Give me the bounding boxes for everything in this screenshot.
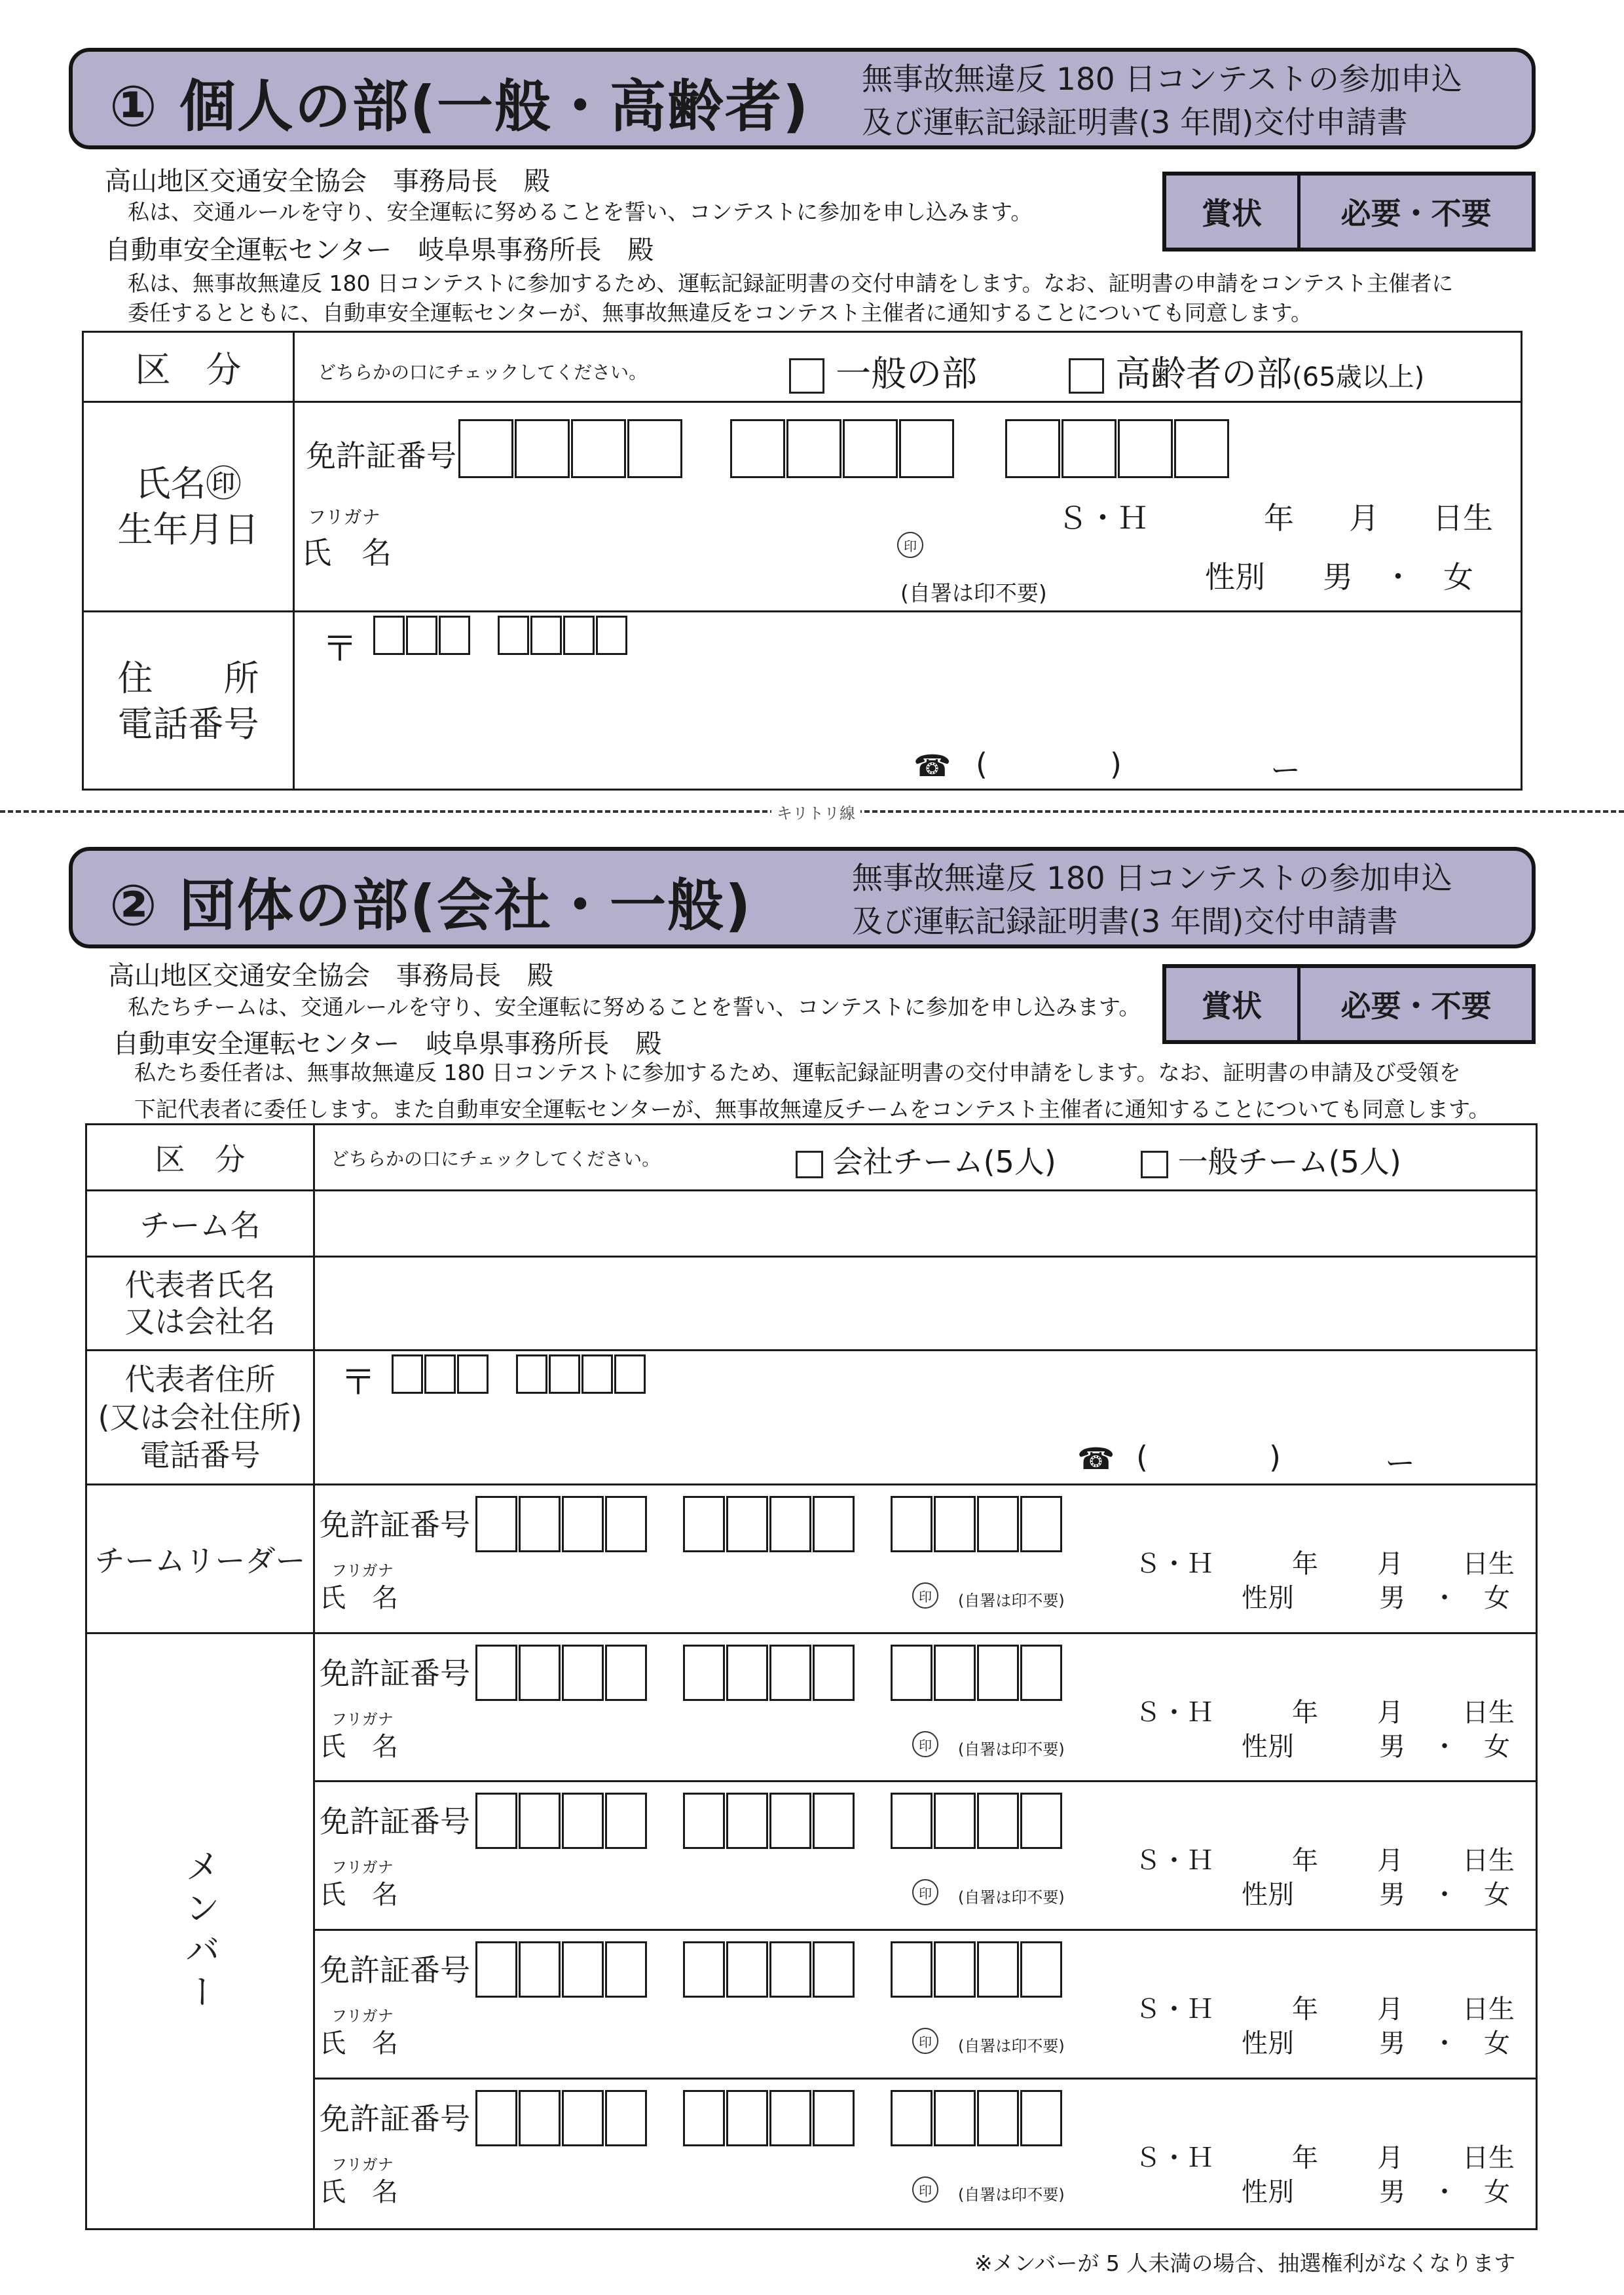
gender-options[interactable]: 男 ・ 女: [1379, 2177, 1510, 2207]
checkbox-general-team[interactable]: [1141, 1151, 1168, 1178]
license-label: 免許証番号: [320, 1507, 470, 1542]
birth-era: Ｓ・Ｈ: [1135, 1994, 1213, 2024]
divider: [313, 1123, 315, 2230]
furigana-label: フリガナ: [308, 506, 380, 528]
postal-mark: 〒: [341, 1362, 376, 1403]
name-label: 氏 名: [320, 1732, 398, 1762]
gender-label: 性別: [1242, 1880, 1294, 1910]
check-instruction: どちらかの口にチェックしてください。: [318, 362, 648, 383]
seal-note: (自署は印不要): [900, 580, 1047, 606]
award-choice[interactable]: 必要・不要: [1340, 196, 1492, 231]
license-number-group3[interactable]: [891, 2090, 1062, 2146]
row-label-addr-line3: 電話番号: [139, 1438, 261, 1473]
option-company[interactable]: [796, 1138, 1056, 1182]
option-senior[interactable]: [1069, 346, 1424, 396]
gender-options[interactable]: 男 ・ 女: [1379, 1732, 1510, 1762]
license-label: 免許証番号: [320, 2101, 470, 2136]
award-label: 賞状: [1166, 176, 1301, 248]
gender-label: 性別: [1242, 1583, 1294, 1613]
name-label: 氏 名: [320, 2028, 398, 2059]
seal-mark: 印: [912, 2176, 938, 2203]
name-label: 氏 名: [320, 1583, 398, 1613]
birth-year: 年: [1292, 1846, 1318, 1876]
postal-code-group1[interactable]: [392, 1354, 489, 1394]
birth-month: 月: [1377, 1846, 1403, 1876]
birth-year: 年: [1292, 1994, 1318, 2024]
phone-dash: ー: [1385, 1446, 1415, 1481]
seal-mark: 印: [912, 1582, 938, 1609]
section2-addressee1: 高山地区交通安全協会 事務局長 殿: [108, 961, 553, 991]
check-instruction: どちらかの口にチェックしてください。: [331, 1148, 661, 1170]
license-number-group3[interactable]: [891, 1941, 1062, 1998]
license-number-group3[interactable]: [891, 1496, 1062, 1552]
birth-day: 日生: [1462, 2143, 1515, 2173]
phone-icon: ☎: [1077, 1441, 1115, 1476]
phone-dash: ー: [1270, 753, 1301, 788]
row-label-members-text: メンバー: [179, 1847, 221, 2015]
birth-era: Ｓ・Ｈ: [1135, 1549, 1213, 1579]
section1-addressee1: 高山地区交通安全協会 事務局長 殿: [105, 166, 550, 196]
award-label: 賞状: [1166, 968, 1301, 1040]
row-label-category: 区 分: [155, 1142, 246, 1177]
section1-pledge: 私は、交通ルールを守り、安全運転に努めることを誓い、コンテストに参加を申し込みます。: [128, 199, 1033, 225]
divider: [313, 1780, 1538, 1782]
furigana-label: フリガナ: [331, 1710, 394, 1728]
gender-options[interactable]: 男 ・ 女: [1323, 559, 1473, 595]
birth-era: Ｓ・Ｈ: [1135, 2143, 1213, 2173]
award-choice[interactable]: 必要・不要: [1340, 988, 1492, 1024]
phone-open: (: [1136, 1440, 1148, 1475]
row-label-name: [84, 403, 293, 610]
license-label: 免許証番号: [306, 438, 456, 474]
section1-statement-line1: 私は、無事故無違反 180 日コンテストに参加するため、運転記録証明書の交付申請をします。なお、証明書の申請をコンテスト主催者に: [128, 271, 1454, 296]
divider: [293, 331, 295, 791]
name-label: 氏 名: [320, 1880, 398, 1910]
name-label: 氏 名: [301, 535, 392, 570]
seal-note: (自署は印不要): [958, 2186, 1065, 2204]
license-number-group1[interactable]: [475, 2090, 647, 2146]
birth-day: 日生: [1462, 1994, 1515, 2024]
furigana-label: フリガナ: [331, 1561, 394, 1580]
section2-addressee2: 自動車安全運転センター 岐阜県事務所長 殿: [113, 1029, 662, 1059]
birth-era: Ｓ・Ｈ: [1058, 500, 1148, 536]
seal-note: (自署は印不要): [958, 1592, 1065, 1610]
cut-line-label: キリトリ線: [771, 800, 860, 823]
row-label-addr-line2: (又は会社住所): [98, 1400, 303, 1435]
license-number-group2[interactable]: [730, 419, 954, 478]
team-name-field[interactable]: [321, 1195, 1526, 1253]
row-label-address: [84, 612, 293, 791]
birth-day: 日生: [1462, 1846, 1515, 1876]
gender-label: 性別: [1205, 559, 1265, 595]
postal-code-group2[interactable]: [498, 616, 627, 655]
seal-note: (自署は印不要): [958, 2037, 1065, 2055]
row-label-name-line1: 氏名㊞: [135, 462, 242, 504]
row-label-address-line2: 電話番号: [117, 703, 259, 745]
seal-mark: 印: [912, 1731, 938, 1757]
divider: [313, 2078, 1538, 2080]
row-label-rep-address: [87, 1351, 313, 1483]
row-label-rep-line1: 代表者氏名: [124, 1267, 276, 1303]
checkbox-general[interactable]: [789, 358, 824, 394]
license-number-group2[interactable]: [683, 1496, 855, 1552]
birth-era: Ｓ・Ｈ: [1135, 1698, 1213, 1728]
birth-month: 月: [1377, 1698, 1403, 1728]
option-general[interactable]: [789, 346, 977, 396]
gender-label: 性別: [1242, 2177, 1294, 2207]
option-senior-note: (65歳以上): [1292, 362, 1425, 392]
divider: [82, 401, 1522, 403]
gender-label: 性別: [1242, 1732, 1294, 1762]
row-label-addr-line1: 代表者住所: [124, 1362, 276, 1397]
seal-mark: 印: [897, 532, 923, 558]
section1-addressee2: 自動車安全運転センター 岐阜県事務所長 殿: [105, 235, 654, 265]
birth-day: 日生: [1433, 500, 1493, 536]
license-number-group3[interactable]: [891, 1645, 1062, 1701]
phone-open: (: [976, 747, 987, 782]
birth-year: 年: [1292, 1549, 1318, 1579]
postal-code-group1[interactable]: [373, 616, 470, 655]
option-company-label: 会社チーム(5人): [832, 1144, 1056, 1180]
birth-year: 年: [1292, 2143, 1318, 2173]
section2-header: [69, 847, 1536, 948]
license-number-group1[interactable]: [458, 419, 682, 478]
option-general-team-label: 一般チーム(5人): [1177, 1144, 1401, 1180]
license-number-group2[interactable]: [683, 1645, 855, 1701]
birth-month: 月: [1349, 500, 1379, 536]
row-label-representative: [87, 1258, 313, 1349]
section2-statement-line1: 私たち委任者は、無事故無違反 180 日コンテストに参加するため、運転記録証明書の交付申請をします。なお、証明書の申請及び受領を: [134, 1060, 1461, 1085]
row-label-address-line1: 住 所: [117, 658, 259, 699]
section2-subtitle-line2: 及び運転記録証明書(3 年間)交付申請書: [852, 904, 1398, 940]
option-general-label: 一般の部: [836, 353, 978, 394]
section2-statement-line2: 下記代表者に委任します。また自動車安全運転センターが、無事故無違反チームをコンテスト主催者に通知することについても同意します。: [134, 1096, 1490, 1122]
license-number-group3[interactable]: [1005, 419, 1229, 478]
row-label-rep-line2: 又は会社名: [124, 1304, 276, 1339]
section1-statement-line2: 委任するとともに、自動車安全運転センターが、無事故無違反をコンテスト主催者に通知することについても同意します。: [128, 300, 1313, 326]
phone-close: ): [1269, 1440, 1281, 1475]
section1-table: [82, 331, 1522, 791]
seal-mark: 印: [912, 2028, 938, 2054]
gender-options[interactable]: 男 ・ 女: [1379, 1880, 1510, 1910]
row-label-members: [87, 1634, 313, 2228]
section1-subtitle-line2: 及び運転記録証明書(3 年間)交付申請書: [862, 105, 1408, 141]
license-number-group1[interactable]: [475, 1496, 647, 1552]
seal-note: (自署は印不要): [958, 1740, 1065, 1759]
postal-mark: 〒: [322, 628, 358, 669]
license-label: 免許証番号: [320, 1804, 470, 1839]
license-label: 免許証番号: [320, 1656, 470, 1691]
seal-mark: 印: [912, 1879, 938, 1905]
option-general-team[interactable]: [1141, 1138, 1401, 1182]
birth-day: 日生: [1462, 1698, 1515, 1728]
section2-title: ② 団体の部(会社・一般): [109, 873, 752, 939]
furigana-label: フリガナ: [331, 2155, 394, 2174]
phone-close: ): [1110, 747, 1122, 782]
name-label: 氏 名: [320, 2177, 398, 2207]
checkbox-company[interactable]: [796, 1151, 823, 1178]
furigana-label: フリガナ: [331, 2007, 394, 2025]
license-number-group1[interactable]: [475, 1941, 647, 1998]
birth-month: 月: [1377, 1549, 1403, 1579]
divider: [82, 610, 1522, 612]
representative-field[interactable]: [321, 1263, 1526, 1345]
gender-options[interactable]: 男 ・ 女: [1379, 1583, 1510, 1613]
section2-subtitle: [852, 857, 1452, 944]
birth-year: 年: [1264, 500, 1294, 536]
section2-subtitle-line1: 無事故無違反 180 日コンテストの参加申込: [852, 861, 1452, 897]
section2-award-box: [1162, 964, 1536, 1044]
license-number-group2[interactable]: [683, 1793, 855, 1849]
birth-year: 年: [1292, 1698, 1318, 1728]
license-label: 免許証番号: [320, 1952, 470, 1988]
birth-month: 月: [1377, 2143, 1403, 2173]
postal-code-group2[interactable]: [516, 1354, 646, 1394]
birth-day: 日生: [1462, 1549, 1515, 1579]
row-label-team-leader: チームリーダー: [94, 1543, 306, 1578]
gender-options[interactable]: 男 ・ 女: [1379, 2028, 1510, 2059]
birth-month: 月: [1377, 1994, 1403, 2024]
gender-label: 性別: [1242, 2028, 1294, 2059]
option-senior-label: 高齢者の部: [1115, 353, 1293, 394]
license-number-group1[interactable]: [475, 1645, 647, 1701]
license-number-group2[interactable]: [683, 1941, 855, 1998]
divider: [313, 1929, 1538, 1931]
section1-subtitle: [862, 58, 1462, 145]
checkbox-senior[interactable]: [1069, 358, 1104, 394]
row-label-name-line2: 生年月日: [117, 508, 259, 550]
furigana-label: フリガナ: [331, 1858, 394, 1876]
section1-header: [69, 48, 1536, 149]
license-number-group1[interactable]: [475, 1793, 647, 1849]
birth-era: Ｓ・Ｈ: [1135, 1846, 1213, 1876]
license-number-group2[interactable]: [683, 2090, 855, 2146]
section1-title: ① 個人の部(一般・高齢者): [109, 74, 810, 140]
section1-subtitle-line1: 無事故無違反 180 日コンテストの参加申込: [862, 62, 1462, 98]
section1-award-box: [1162, 172, 1536, 252]
section2-pledge: 私たちチームは、交通ルールを守り、安全運転に努めることを誓い、コンテストに参加を申し込みます。: [128, 994, 1141, 1020]
phone-icon: ☎: [913, 748, 951, 783]
row-label-team-name: チーム名: [139, 1208, 261, 1243]
license-number-group3[interactable]: [891, 1793, 1062, 1849]
footnote: ※メンバーが 5 人未満の場合、抽選権利がなくなります: [974, 2250, 1516, 2276]
seal-note: (自署は印不要): [958, 1888, 1065, 1907]
row-label-category: 区 分: [135, 348, 242, 390]
